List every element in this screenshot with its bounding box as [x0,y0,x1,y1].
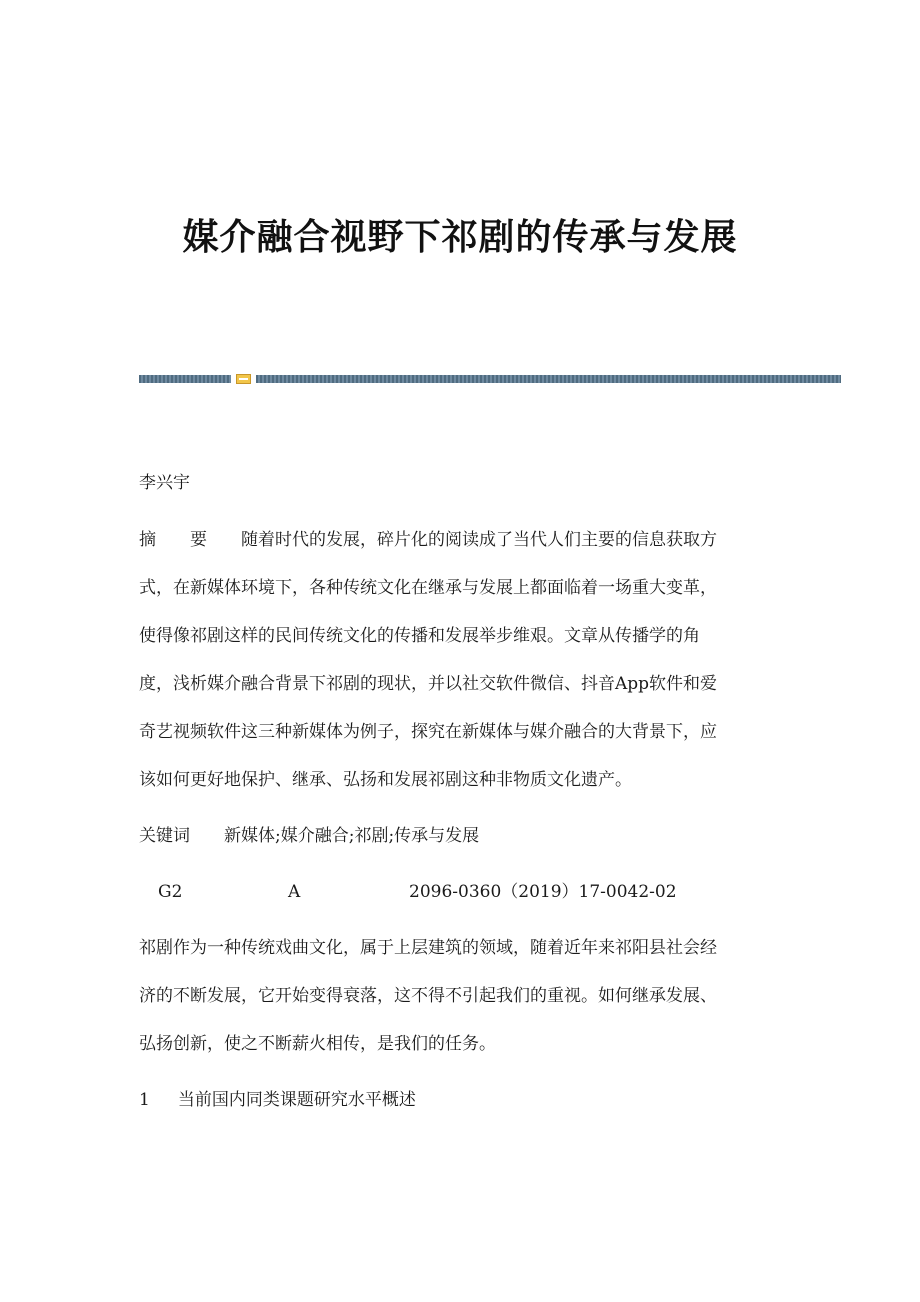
intro-paragraph [139,936,779,1056]
article-id: 2096-0360（2019）17-0042-02 [409,882,677,902]
abstract-line-5: 奇艺视频软件这三种新媒体为例子，探究在新媒体与媒介融合的大背景下，应 [139,722,717,742]
abstract-label-1: 摘 [139,530,156,550]
abstract-text: 随着时代的发展，碎片化的阅读成了当代人们主要的信息获取方 [241,530,717,550]
title-divider-left [139,375,231,383]
keywords-value: 新媒体;媒介融合;祁剧;传承与发展 [224,826,480,846]
clc-number: G2 [158,882,183,902]
document-title: 媒介融合视野下祁剧的传承与发展 [182,216,738,258]
section-heading [139,1088,416,1112]
title-divider-right [256,375,841,383]
abstract-line-6: 该如何更好地保护、继承、弘扬和发展祁剧这种非物质文化遗产。 [139,770,632,790]
divider-ornament-icon [236,374,251,384]
keywords-row [139,824,479,848]
abstract-line-2: 式，在新媒体环境下，各种传统文化在继承与发展上都面临着一场重大变革， [139,578,717,598]
abstract-line-1 [139,528,779,552]
section-title: 当前国内同类课题研究水平概述 [177,1090,416,1110]
keywords-label: 关键词 [139,826,190,846]
abstract-label-2: 要 [190,530,207,550]
section-number: 1 [139,1090,150,1110]
intro-line-3: 弘扬创新，使之不断薪火相传，是我们的任务。 [139,1034,496,1054]
intro-line-2: 济的不断发展，它开始变得衰落，这不得不引起我们的重视。如何继承发展、 [139,986,717,1006]
author-name: 李兴宇 [139,473,190,493]
intro-line-1: 祁剧作为一种传统戏曲文化，属于上层建筑的领域，随着近年来祁阳县社会经 [139,938,717,958]
document-code: A [288,882,301,902]
abstract-line-3: 使得像祁剧这样的民间传统文化的传播和发展举步维艰。文章从传播学的角 [139,626,700,646]
abstract-line-4: 度，浅析媒介融合背景下祁剧的现状，并以社交软件微信、抖音App软件和爱 [139,674,718,694]
abstract-block [139,528,779,792]
